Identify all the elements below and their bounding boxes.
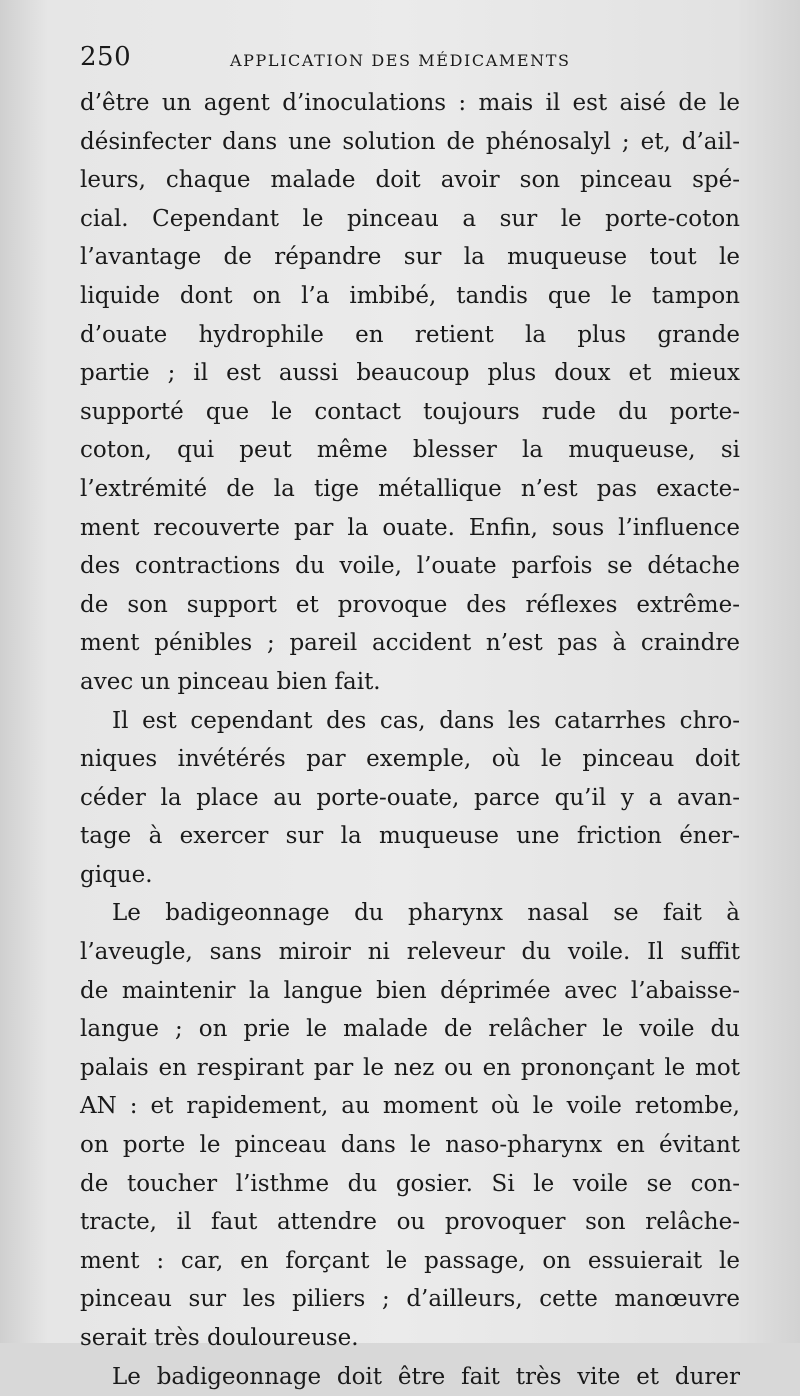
- text-line: l’extrémité de la tige métallique n’est pas exacte-: [80, 475, 740, 502]
- text-line: tracte, il faut attendre ou provoquer son relâche-: [80, 1209, 740, 1236]
- text-line: on porte le pinceau dans le naso-pharynx en évitant: [80, 1132, 740, 1159]
- text-line: Le badigeonnage du pharynx nasal se fait à: [112, 900, 740, 927]
- text-line: gique.: [80, 861, 153, 888]
- text-line: AN : et rapidement, au moment où le voile retombe,: [80, 1093, 740, 1120]
- text-line: cial. Cependant le pinceau a sur le porte-coton: [80, 205, 740, 232]
- text-line: palais en respirant par le nez ou en prononçant le mot: [80, 1054, 740, 1081]
- text-line: Le badigeonnage doit être fait très vite et durer: [112, 1363, 740, 1390]
- text-line: ment : car, en forçant le passage, on essuierait le: [80, 1247, 740, 1274]
- text-line: coton, qui peut même blesser la muqueuse, si: [80, 437, 740, 464]
- text-line: langue ; on prie le malade de relâcher le voile du: [80, 1016, 740, 1043]
- text-line: d’être un agent d’inoculations : mais il est aisé de le: [80, 90, 740, 116]
- running-title: APPLICATION DES MÉDICAMENTS: [230, 51, 571, 70]
- text-line: désinfecter dans une solution de phénosalyl ; et, d’ail-: [80, 128, 740, 155]
- text-line: céder la place au porte-ouate, parce qu’il y a avan-: [80, 784, 740, 811]
- text-line: ment pénibles ; pareil accident n’est pas à craindre: [80, 630, 740, 657]
- text-line: liquide dont on l’a imbibé, tandis que le tampon: [80, 282, 740, 309]
- text-line: ment recouverte par la ouate. Enfin, sous l’influence: [80, 514, 740, 541]
- page-header: [80, 42, 740, 82]
- text-line: partie ; il est aussi beaucoup plus doux et mieux: [80, 360, 740, 387]
- text-line: serait très douloureuse.: [80, 1325, 359, 1351]
- text-line: d’ouate hydrophile en retient la plus grande: [80, 321, 740, 348]
- text-line: l’avantage de répandre sur la muqueuse tout le: [80, 244, 740, 271]
- text-line: leurs, chaque malade doit avoir son pinceau spé-: [80, 167, 740, 194]
- text-line: supporté que le contact toujours rude du porte-: [80, 398, 740, 425]
- text-line: avec un pinceau bien fait.: [80, 668, 381, 695]
- text-line: de maintenir la langue bien déprimée avec l’abaisse-: [80, 977, 740, 1004]
- text-line: de toucher l’isthme du gosier. Si le voile se con-: [80, 1170, 740, 1197]
- text-line: pinceau sur les piliers ; d’ailleurs, cette manœuvre: [80, 1286, 740, 1313]
- text-line: des contractions du voile, l’ouate parfois se détache: [80, 553, 740, 580]
- text-line: Il est cependant des cas, dans les catarrhes chro-: [112, 707, 740, 734]
- body-text: [80, 84, 740, 1396]
- page-number: 250: [80, 42, 132, 72]
- text-line: tage à exercer sur la muqueuse une friction éner-: [80, 823, 740, 850]
- text-line: de son support et provoque des réflexes extrême-: [80, 591, 740, 618]
- text-line: l’aveugle, sans miroir ni releveur du voile. Il suffit: [80, 939, 740, 966]
- text-line: niques invétérés par exemple, où le pinceau doit: [80, 746, 740, 773]
